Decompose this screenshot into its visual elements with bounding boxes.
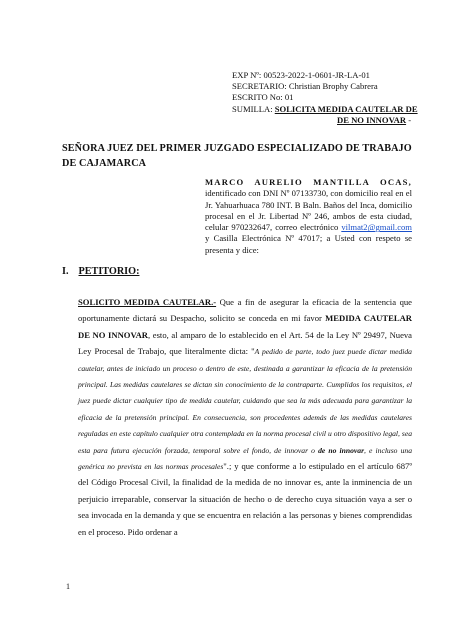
case-number: EXP Nº: 00523-2022-1-0601-JR-LA-01 — [232, 70, 370, 80]
petition-text-2: , esto, al amparo de lo establecido en el Art. 54 de la Ley Nº 29497, Nueva Ley Procesal de Trabajo, que literalmente dicta: " — [78, 329, 412, 357]
section-heading — [62, 266, 139, 277]
measure-name: MEDIDA CAUTELAR DE NO INNOVAR — [78, 313, 412, 340]
email-link[interactable]: vilmat2@gmail.com — [341, 222, 412, 233]
petition-text: Que a fin de asegurar la eficacia de la sentencia que oportunamente dictará su Despacho, solicito se conceda en mi favor — [78, 297, 412, 324]
summary-text: SOLICITA MEDIDA CAUTELAR DE — [274, 103, 418, 114]
summary-continuation — [232, 115, 418, 126]
summary-dash: - — [406, 114, 412, 125]
party-introduction — [205, 177, 412, 256]
filing-number: ESCRITO No: 01 — [232, 92, 294, 103]
summary-label: SUMILLA: — [232, 103, 275, 114]
summary-line — [232, 104, 418, 115]
law-quote-2: , e incluso una genérica no prevista en las normas procesales — [78, 445, 412, 472]
law-quote-bold-text: de no innovar — [318, 445, 365, 455]
page-number: 1 — [66, 582, 70, 591]
party-details: identificado con DNI Nº 07133730, con domicilio real en el Jr. Yahuarhuaca 780 INT. B Baln. Baños del Inca, domicilio procesal en el Jr. Libertad Nº 246, ambos de esta ciudad, celular 970232647, correo electrónico — [205, 188, 412, 233]
law-quote-bold — [318, 446, 364, 455]
case-header — [232, 70, 418, 126]
petition-paragraph — [78, 294, 412, 540]
petition-lead: SOLICITO MEDIDA CAUTELAR.- — [78, 297, 217, 307]
secretary-line: SECRETARIO: Christian Brophy Cabrera — [232, 81, 378, 92]
law-quote: A pedido de parte, todo juez puede dictar medida cautelar, antes de iniciado un proceso o dentro de este, destinada a garantizar la eficacia de la pretensión principal. Las medidas cautelares se dictan sin conocimiento de la contraparte. Cumplidos los requisitos, el juez puede dictar cualquier tipo de medida cautelar, cuidando que sea la más adecuada para garantizar la eficacia de la pretensión principal. En consecuencia, son procedentes además de las medidas cautelares reguladas en este capítulo cualquier otra contemplada en la norma procesal civil u otro dispositivo legal, sea esta para futura ejecución forzada, temporal sobre el fondo, de innovar o — [78, 347, 412, 455]
party-details-2: y Casilla Electrónica Nº 47017; a Usted con respeto se presenta y dice: — [205, 233, 412, 255]
petition-text-3: ".; y que conforme a lo estipulado en el artículo 687º del Código Procesal Civil, la finalidad de la medida de no innovar es, ante la inminencia de un perjuicio irreparable, conservar la situación de hecho o de derecho cuya situación vaya a ser o sea invocada en la demanda y que se encuentra en relación a las personas y bienes comprendidas en el proceso. Pido ordenar a — [78, 461, 412, 537]
summary-text-2: DE NO INNOVAR — [337, 114, 407, 125]
addressee-heading: SEÑORA JUEZ DEL PRIMER JUZGADO ESPECIALIZADO DE TRABAJO DE CAJAMARCA — [62, 143, 412, 169]
section-number: I. — [62, 266, 69, 277]
party-name: MARCO AURELIO MANTILLA OCAS, — [205, 177, 412, 187]
section-title: PETITORIO: — [78, 266, 140, 277]
